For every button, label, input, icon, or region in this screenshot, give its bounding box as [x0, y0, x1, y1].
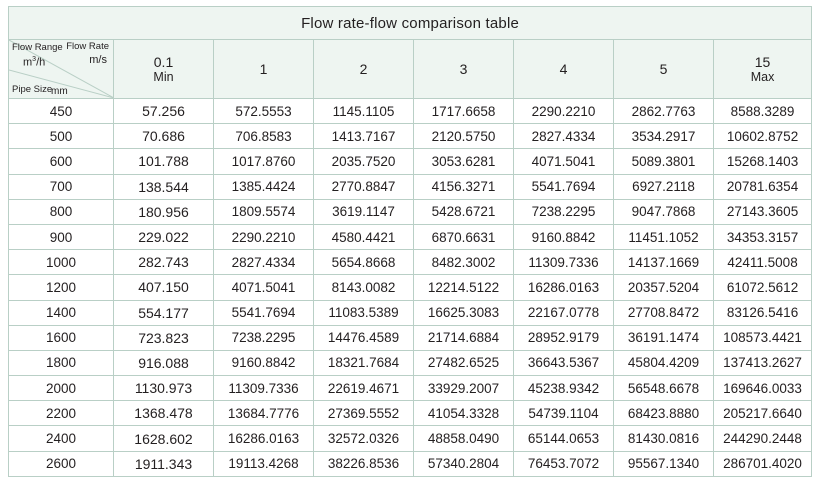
flow-value-cell: 57340.2804	[414, 451, 514, 476]
column-header	[114, 40, 214, 99]
pipe-size-cell: 2600	[9, 451, 114, 476]
flow-value-cell: 5654.8668	[314, 250, 414, 275]
corner-flow-range-label: Flow Range	[12, 42, 63, 53]
flow-value-cell: 4580.4421	[314, 224, 414, 249]
flow-value-cell: 28952.9179	[514, 325, 614, 350]
flow-value-cell: 38226.8536	[314, 451, 414, 476]
corner-flow-rate-label: Flow Rate	[66, 41, 109, 52]
column-header	[214, 40, 314, 99]
flow-value-cell: 108573.4421	[714, 325, 812, 350]
flow-value-cell: 36643.5367	[514, 350, 614, 375]
pipe-size-cell: 450	[9, 99, 114, 124]
column-header	[714, 40, 812, 99]
flow-value-cell: 138.544	[114, 174, 214, 199]
flow-value-cell: 554.177	[114, 300, 214, 325]
pipe-size-cell: 1600	[9, 325, 114, 350]
flow-value-cell: 7238.2295	[514, 199, 614, 224]
flow-value-cell: 27708.8472	[614, 300, 714, 325]
flow-value-cell: 8482.3002	[414, 250, 514, 275]
table-row	[9, 325, 812, 350]
flow-value-cell: 42411.5008	[714, 250, 812, 275]
column-header-value: 5	[659, 60, 668, 77]
table-row	[9, 174, 812, 199]
table-row	[9, 99, 812, 124]
column-header-value: 2	[359, 60, 368, 77]
flow-value-cell: 3053.6281	[414, 149, 514, 174]
flow-value-cell: 11083.5389	[314, 300, 414, 325]
flow-value-cell: 6870.6631	[414, 224, 514, 249]
flow-value-cell: 15268.1403	[714, 149, 812, 174]
flow-value-cell: 8143.0082	[314, 275, 414, 300]
flow-value-cell: 45238.9342	[514, 376, 614, 401]
table-row	[9, 124, 812, 149]
flow-value-cell: 2290.2210	[514, 99, 614, 124]
flow-value-cell: 3534.2917	[614, 124, 714, 149]
flow-value-cell: 1628.602	[114, 426, 214, 451]
flow-value-cell: 81430.0816	[614, 426, 714, 451]
flow-value-cell: 2120.5750	[414, 124, 514, 149]
flow-value-cell: 205217.6640	[714, 401, 812, 426]
pipe-size-cell: 800	[9, 199, 114, 224]
flow-value-cell: 1385.4424	[214, 174, 314, 199]
pipe-size-cell: 600	[9, 149, 114, 174]
flow-value-cell: 83126.5416	[714, 300, 812, 325]
flow-value-cell: 7238.2295	[214, 325, 314, 350]
flow-value-cell: 27482.6525	[414, 350, 514, 375]
column-header	[314, 40, 414, 99]
flow-value-cell: 9047.7868	[614, 199, 714, 224]
table-row	[9, 275, 812, 300]
flow-value-cell: 2827.4334	[214, 250, 314, 275]
column-header-value: 3	[459, 60, 468, 77]
flow-value-cell: 169646.0033	[714, 376, 812, 401]
flow-value-cell: 10602.8752	[714, 124, 812, 149]
flow-value-cell: 2035.7520	[314, 149, 414, 174]
flow-value-cell: 54739.1104	[514, 401, 614, 426]
pipe-size-cell: 1200	[9, 275, 114, 300]
table-title: Flow rate-flow comparison table	[9, 7, 812, 40]
table-body	[9, 99, 812, 477]
table-title-row	[9, 7, 812, 40]
flow-value-cell: 1911.343	[114, 451, 214, 476]
table-row	[9, 199, 812, 224]
flow-value-cell: 22167.0778	[514, 300, 614, 325]
flow-value-cell: 13684.7776	[214, 401, 314, 426]
flow-value-cell: 282.743	[114, 250, 214, 275]
flow-value-cell: 1717.6658	[414, 99, 514, 124]
flow-value-cell: 180.956	[114, 199, 214, 224]
corner-header-cell	[9, 40, 114, 99]
flow-value-cell: 33929.2007	[414, 376, 514, 401]
column-header	[414, 40, 514, 99]
flow-value-cell: 3619.1147	[314, 199, 414, 224]
flow-value-cell: 1017.8760	[214, 149, 314, 174]
flow-value-cell: 9160.8842	[514, 224, 614, 249]
pipe-size-cell: 1800	[9, 350, 114, 375]
table-row	[9, 224, 812, 249]
flow-value-cell: 12214.5122	[414, 275, 514, 300]
flow-value-cell: 5089.3801	[614, 149, 714, 174]
flow-value-cell: 2827.4334	[514, 124, 614, 149]
flow-value-cell: 32572.0326	[314, 426, 414, 451]
flow-value-cell: 21714.6884	[414, 325, 514, 350]
flow-value-cell: 56548.6678	[614, 376, 714, 401]
flow-value-cell: 27369.5552	[314, 401, 414, 426]
flow-value-cell: 18321.7684	[314, 350, 414, 375]
flow-value-cell: 41054.3328	[414, 401, 514, 426]
table-header-row	[9, 40, 812, 99]
flow-value-cell: 5428.6721	[414, 199, 514, 224]
flow-value-cell: 706.8583	[214, 124, 314, 149]
flow-value-cell: 2862.7763	[614, 99, 714, 124]
flow-value-cell: 61072.5612	[714, 275, 812, 300]
pipe-size-cell: 1400	[9, 300, 114, 325]
table-row	[9, 426, 812, 451]
column-header-value: 4	[559, 60, 568, 77]
flow-value-cell: 34353.3157	[714, 224, 812, 249]
flow-value-cell: 95567.1340	[614, 451, 714, 476]
flow-rate-comparison-table	[8, 6, 812, 477]
corner-pipe-size-label: Pipe Size	[12, 84, 53, 96]
flow-value-cell: 36191.1474	[614, 325, 714, 350]
flow-value-cell: 16625.3083	[414, 300, 514, 325]
table-row	[9, 401, 812, 426]
pipe-size-cell: 1000	[9, 250, 114, 275]
flow-value-cell: 4071.5041	[514, 149, 614, 174]
table-row	[9, 350, 812, 375]
flow-value-cell: 70.686	[114, 124, 214, 149]
flow-value-cell: 4156.3271	[414, 174, 514, 199]
pipe-size-cell: 500	[9, 124, 114, 149]
flow-value-cell: 14476.4589	[314, 325, 414, 350]
flow-value-cell: 9160.8842	[214, 350, 314, 375]
flow-value-cell: 1413.7167	[314, 124, 414, 149]
flow-value-cell: 2770.8847	[314, 174, 414, 199]
flow-value-cell: 20357.5204	[614, 275, 714, 300]
column-header-value: 0.1	[153, 53, 174, 70]
pipe-size-cell: 2000	[9, 376, 114, 401]
flow-value-cell: 1368.478	[114, 401, 214, 426]
table-row	[9, 300, 812, 325]
pipe-size-cell: 900	[9, 224, 114, 249]
column-header	[614, 40, 714, 99]
column-header-note: Min	[153, 69, 174, 84]
flow-value-cell: 286701.4020	[714, 451, 812, 476]
flow-value-cell: 244290.2448	[714, 426, 812, 451]
column-header-value: 15	[754, 53, 771, 70]
flow-value-cell: 916.088	[114, 350, 214, 375]
corner-flow-rate-unit: m/s	[89, 54, 107, 66]
flow-value-cell: 48858.0490	[414, 426, 514, 451]
flow-value-cell: 4071.5041	[214, 275, 314, 300]
flow-value-cell: 19113.4268	[214, 451, 314, 476]
flow-value-cell: 76453.7072	[514, 451, 614, 476]
corner-flow-range-unit: $m^3/h$	[23, 56, 46, 69]
flow-value-cell: 5541.7694	[214, 300, 314, 325]
flow-value-cell: 11309.7336	[514, 250, 614, 275]
flow-value-cell: 68423.8880	[614, 401, 714, 426]
column-header	[514, 40, 614, 99]
flow-value-cell: 14137.1669	[614, 250, 714, 275]
flow-value-cell: 11451.1052	[614, 224, 714, 249]
flow-value-cell: 27143.3605	[714, 199, 812, 224]
table-row	[9, 451, 812, 476]
table-row	[9, 376, 812, 401]
column-header-note: Max	[750, 69, 775, 84]
flow-value-cell: 16286.0163	[514, 275, 614, 300]
flow-value-cell: 45804.4209	[614, 350, 714, 375]
flow-value-cell: 65144.0653	[514, 426, 614, 451]
pipe-size-cell: 700	[9, 174, 114, 199]
flow-value-cell: 723.823	[114, 325, 214, 350]
flow-value-cell: 57.256	[114, 99, 214, 124]
table-row	[9, 149, 812, 174]
flow-value-cell: 2290.2210	[214, 224, 314, 249]
flow-value-cell: 572.5553	[214, 99, 314, 124]
flow-value-cell: 16286.0163	[214, 426, 314, 451]
pipe-size-cell: 2200	[9, 401, 114, 426]
corner-pipe-size-unit: mm	[51, 85, 68, 97]
flow-value-cell: 5541.7694	[514, 174, 614, 199]
flow-value-cell: 1130.973	[114, 376, 214, 401]
flow-value-cell: 101.788	[114, 149, 214, 174]
column-header-value: 1	[259, 60, 268, 77]
flow-value-cell: 407.150	[114, 275, 214, 300]
flow-value-cell: 11309.7336	[214, 376, 314, 401]
flow-value-cell: 6927.2118	[614, 174, 714, 199]
flow-value-cell: 22619.4671	[314, 376, 414, 401]
flow-value-cell: 229.022	[114, 224, 214, 249]
pipe-size-cell: 2400	[9, 426, 114, 451]
flow-value-cell: 20781.6354	[714, 174, 812, 199]
table-row	[9, 250, 812, 275]
flow-value-cell: 1145.1105	[314, 99, 414, 124]
flow-value-cell: 1809.5574	[214, 199, 314, 224]
flow-value-cell: 137413.2627	[714, 350, 812, 375]
flow-value-cell: 8588.3289	[714, 99, 812, 124]
